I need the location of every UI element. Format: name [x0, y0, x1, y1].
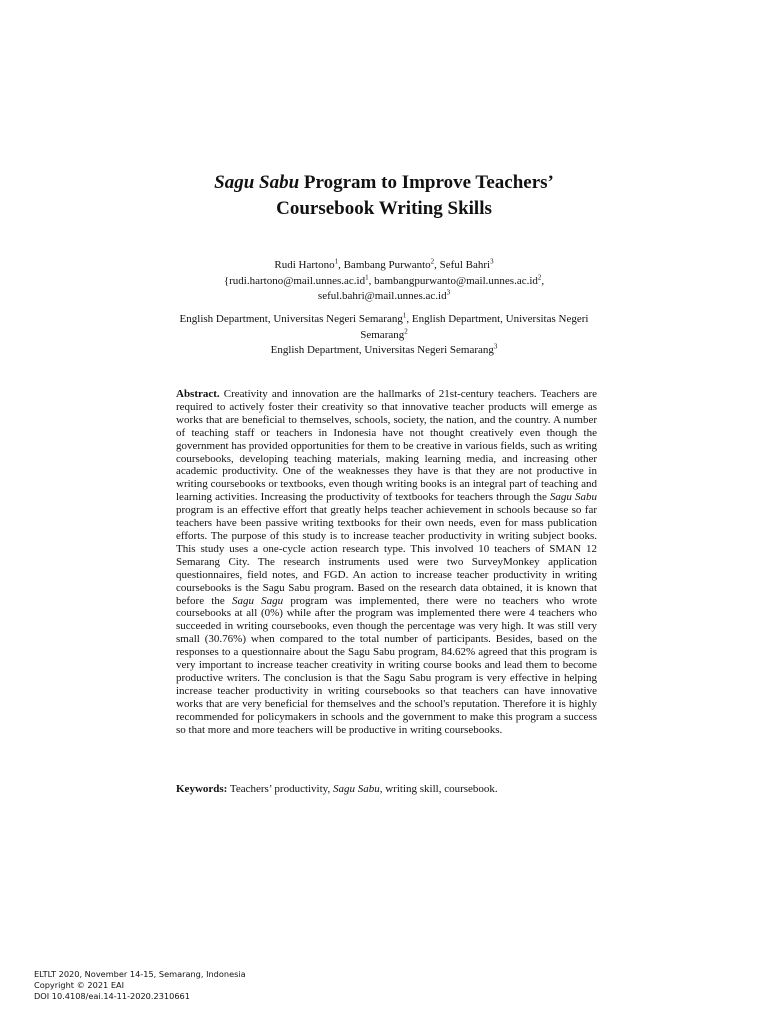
abstract-text: program was implemented, there were no teachers who wrote coursebooks at all (0%) while after the program was implemented there were 4 teachers who succeeded in writing coursebooks, even though the percentage was very high. It was still very small (30.76%) when compared to the total number of participants. Besides, based on the responses to a questionnaire about the Sagu Sabu program, 84.62% agreed that this program is very important to increase teacher creativity in writing course books and lead them to become productive writers. The conclusion is that the Sagu Sabu program is very effective in helping increase teacher productivity in writing coursebooks so that teachers can have innovative works that are very beneficial for themselves and the school's reputation. Therefore it is highly recommended for policymakers in schools and the government to make this program a success so that more and more teachers will be productive in writing coursebooks.	[176, 594, 597, 736]
keywords-text: , writing skill, coursebook.	[379, 783, 498, 795]
footer-doi: DOI 10.4108/eai.14-11-2020.2310661	[34, 991, 190, 1002]
abstract-italic-term: Sagu Sagu	[231, 594, 284, 607]
author-emails-line-1	[130, 274, 638, 290]
footer-copyright: Copyright © 2021 EAI	[34, 980, 125, 991]
title-line-2: Coursebook Writing Skills	[276, 198, 492, 219]
keywords-italic-term: Sagu Sabu	[332, 783, 380, 795]
footer-conference: ELTLT 2020, November 14-15, Semarang, Indonesia	[34, 969, 246, 979]
author-name: Seful Bahri	[439, 259, 491, 271]
author-separator: ,	[434, 259, 440, 271]
author-superscript: 2	[430, 257, 435, 266]
author-separator: ,	[338, 259, 344, 271]
affiliation-text: English Department, Universitas Negeri Semarang	[179, 313, 403, 325]
affiliation-text: , English Department, Universitas Negeri	[406, 313, 589, 325]
title-italic-program-name: Sagu Sabu	[214, 172, 300, 193]
affiliation-superscript: 1	[402, 311, 407, 320]
email-superscript: 2	[537, 272, 542, 281]
paper-title	[120, 170, 648, 222]
title-line-1	[120, 170, 648, 196]
keywords-label: Keywords:	[176, 783, 228, 795]
affiliation-text: Semarang	[360, 328, 405, 341]
author-name: Bambang Purwanto	[343, 259, 431, 271]
abstract-text: program is an effective effort that greatly helps teacher achievement in schools because so far teachers have been passive writing textbooks for their own needs, even for mass publication efforts. The purpose of this study is to increase teacher productivity in writing subject books. This study uses a one-cycle action research type. This involved 10 teachers of SMAN 12 Semarang City. The research instruments used were two SurveyMonkey application questionnaires, field notes, and FGD. An action to increase teacher productivity in writing coursebooks is the Sagu Sabu program. Based on the research data obtained, it is known that before the	[176, 504, 597, 607]
abstract-text: Creativity and innovation are the hallmarks of 21st-century teachers. Teachers are required to actively foster their creativity so that innovative teacher products will emerge as works that are beneficial to themselves, schools, society, the nation, and the country. A number of teaching staff or teachers in Indonesia have not thought creatively even though the government has provided opportunities for them to be creative in various fields, such as writing coursebooks, developing teaching materials, making learning media, and increasing other academic productivity. One of the weaknesses they have is that they are not productive in writing coursebooks or textbooks, even though writing books is an integral part of teaching and learning activities. Increasing the productivity of textbooks for teachers through the	[176, 388, 597, 504]
title-line-1-rest: Program to Improve Teachers’	[299, 172, 554, 193]
affiliation-superscript: 3	[493, 342, 498, 351]
affiliation-block	[150, 312, 618, 359]
abstract-paragraph	[176, 388, 597, 736]
keywords-line	[176, 783, 597, 796]
author-names	[130, 258, 638, 274]
abstract-label: Abstract.	[176, 388, 220, 400]
author-email: {rudi.hartono@mail.unnes.ac.id	[223, 274, 366, 287]
affiliation-line-1	[150, 312, 618, 328]
affiliation-line-2	[150, 328, 618, 344]
author-email: , bambangpurwanto@mail.unnes.ac.id	[368, 274, 538, 287]
page-footer	[34, 969, 434, 1003]
affiliation-text: English Department, Universitas Negeri Semarang	[270, 344, 494, 356]
email-superscript: 1	[365, 272, 369, 281]
author-superscript: 3	[490, 257, 494, 266]
email-superscript: 3	[446, 288, 451, 297]
author-name: Rudi Hartono	[274, 259, 335, 271]
author-email: seful.bahri@mail.unnes.ac.id	[317, 290, 447, 302]
keywords-text: Teachers’ productivity,	[227, 783, 333, 795]
affiliation-superscript: 2	[404, 326, 408, 335]
email-separator: ,	[541, 274, 545, 287]
affiliation-line-3	[150, 343, 618, 359]
abstract-italic-term: Sagu Sabu	[549, 491, 598, 504]
author-block	[130, 258, 638, 305]
author-emails-line-2	[130, 289, 638, 305]
author-superscript: 1	[334, 257, 339, 266]
